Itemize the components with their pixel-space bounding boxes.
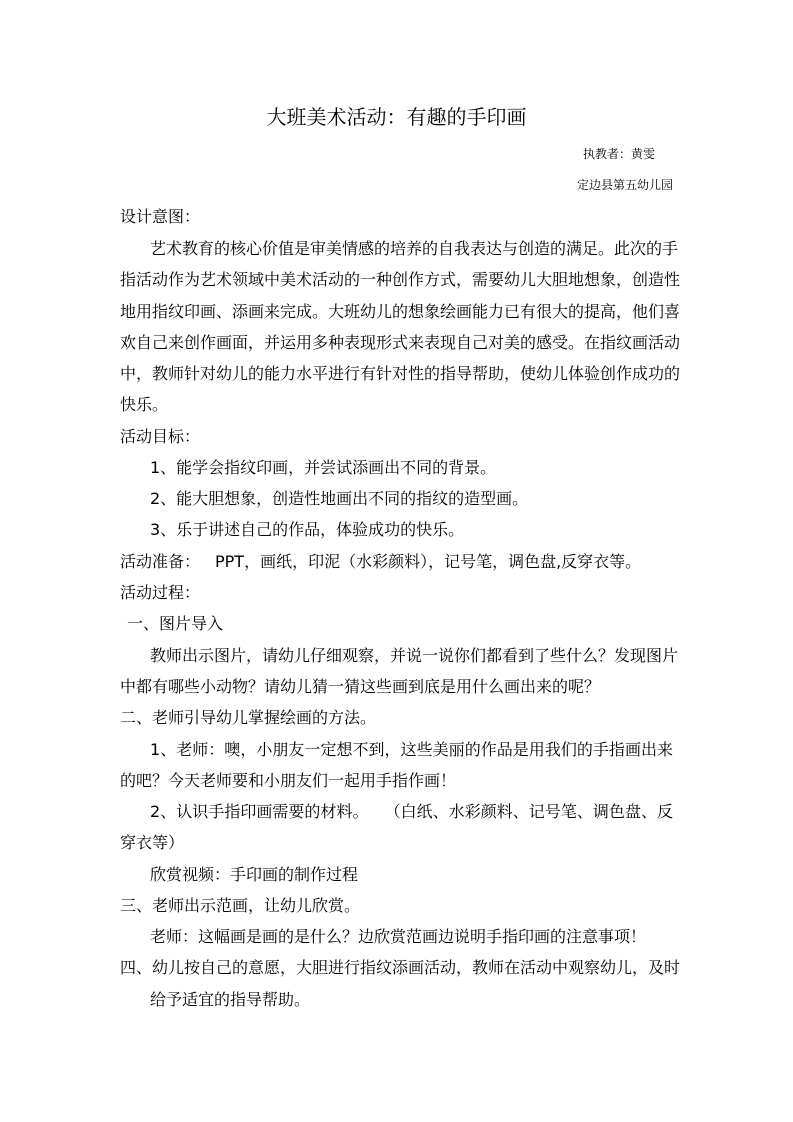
- design-line: 中，教师针对幼儿的能力水平进行有针对性的指导帮助，使幼儿体验创作成功的: [120, 364, 681, 383]
- section-2-heading: 二、老师引导幼儿掌握绘画的方法。: [120, 708, 377, 727]
- section-2-item-2-line: 穿衣等）: [120, 833, 185, 852]
- design-line: 欢自己来创作画面，并运用多种表现形式来表现自己对美的感受。在指纹画活动: [120, 333, 681, 352]
- design-line: 快乐。: [120, 395, 169, 414]
- design-heading: 设计意图：: [120, 207, 201, 226]
- section-3-text: 老师：这幅画是画的是什么？边欣赏范画边说明手指印画的注意事项！: [150, 927, 647, 946]
- process-heading: 活动过程：: [120, 583, 201, 602]
- prep-label: 活动准备：: [120, 552, 201, 571]
- design-line: 指活动作为艺术领域中美术活动的一种创作方式，需要幼儿大胆地想象，创造性: [120, 270, 681, 289]
- design-line: 艺术教育的核心价值是审美情感的培养的自我表达与创造的满足。此次的手: [150, 239, 679, 258]
- section-1-heading: 一、图片导入: [127, 614, 224, 633]
- school-name: 定边县第五幼儿园: [576, 178, 673, 192]
- section-3-heading: 三、老师出示范画，让幼儿欣赏。: [120, 896, 361, 915]
- design-line: 地用指纹印画、添画来完成。大班幼儿的想象绘画能力已有很大的提高，他们喜: [120, 302, 681, 321]
- section-4-line: 四、幼儿按自己的意愿，大胆进行指纹添画活动，教师在活动中观察幼儿，及时: [120, 958, 681, 977]
- teacher-name: 执教者：黄雯: [582, 147, 655, 161]
- document-title: 大班美术活动：有趣的手印画: [266, 105, 527, 129]
- section-1-line: 教师出示图片，请幼儿仔细观察，并说一说你们都看到了些什么？发现图片: [150, 646, 679, 665]
- section-2-item-1-line: 的吧？今天老师要和小朋友们一起用手指作画！: [120, 771, 457, 790]
- goal-item: 1、能学会指纹印画，并尝试添画出不同的背景。: [150, 458, 497, 477]
- goal-item: 2、能大胆想象，创造性地画出不同的指纹的造型画。: [150, 489, 529, 508]
- goal-item: 3、乐于讲述自己的作品，体验成功的快乐。: [150, 520, 465, 539]
- section-4-line: 给予适宜的指导帮助。: [150, 990, 311, 1009]
- section-2-video: 欣赏视频：手印画的制作过程: [150, 865, 359, 884]
- section-2-item-2-line: 2、认识手指印画需要的材料。 （白纸、水彩颜料、记号笔、调色盘、反: [150, 802, 673, 821]
- goals-heading: 活动目标：: [120, 427, 201, 446]
- section-2-item-1-line: 1、老师：噢，小朋友一定想不到，这些美丽的作品是用我们的手指画出来: [150, 740, 673, 759]
- prep-text: PPT，画纸，印泥（水彩颜料），记号笔，调色盘,反穿衣等。: [215, 552, 642, 571]
- section-1-line: 中都有哪些小动物？请幼儿猜一猜这些画到底是用什么画出来的呢？: [120, 677, 601, 696]
